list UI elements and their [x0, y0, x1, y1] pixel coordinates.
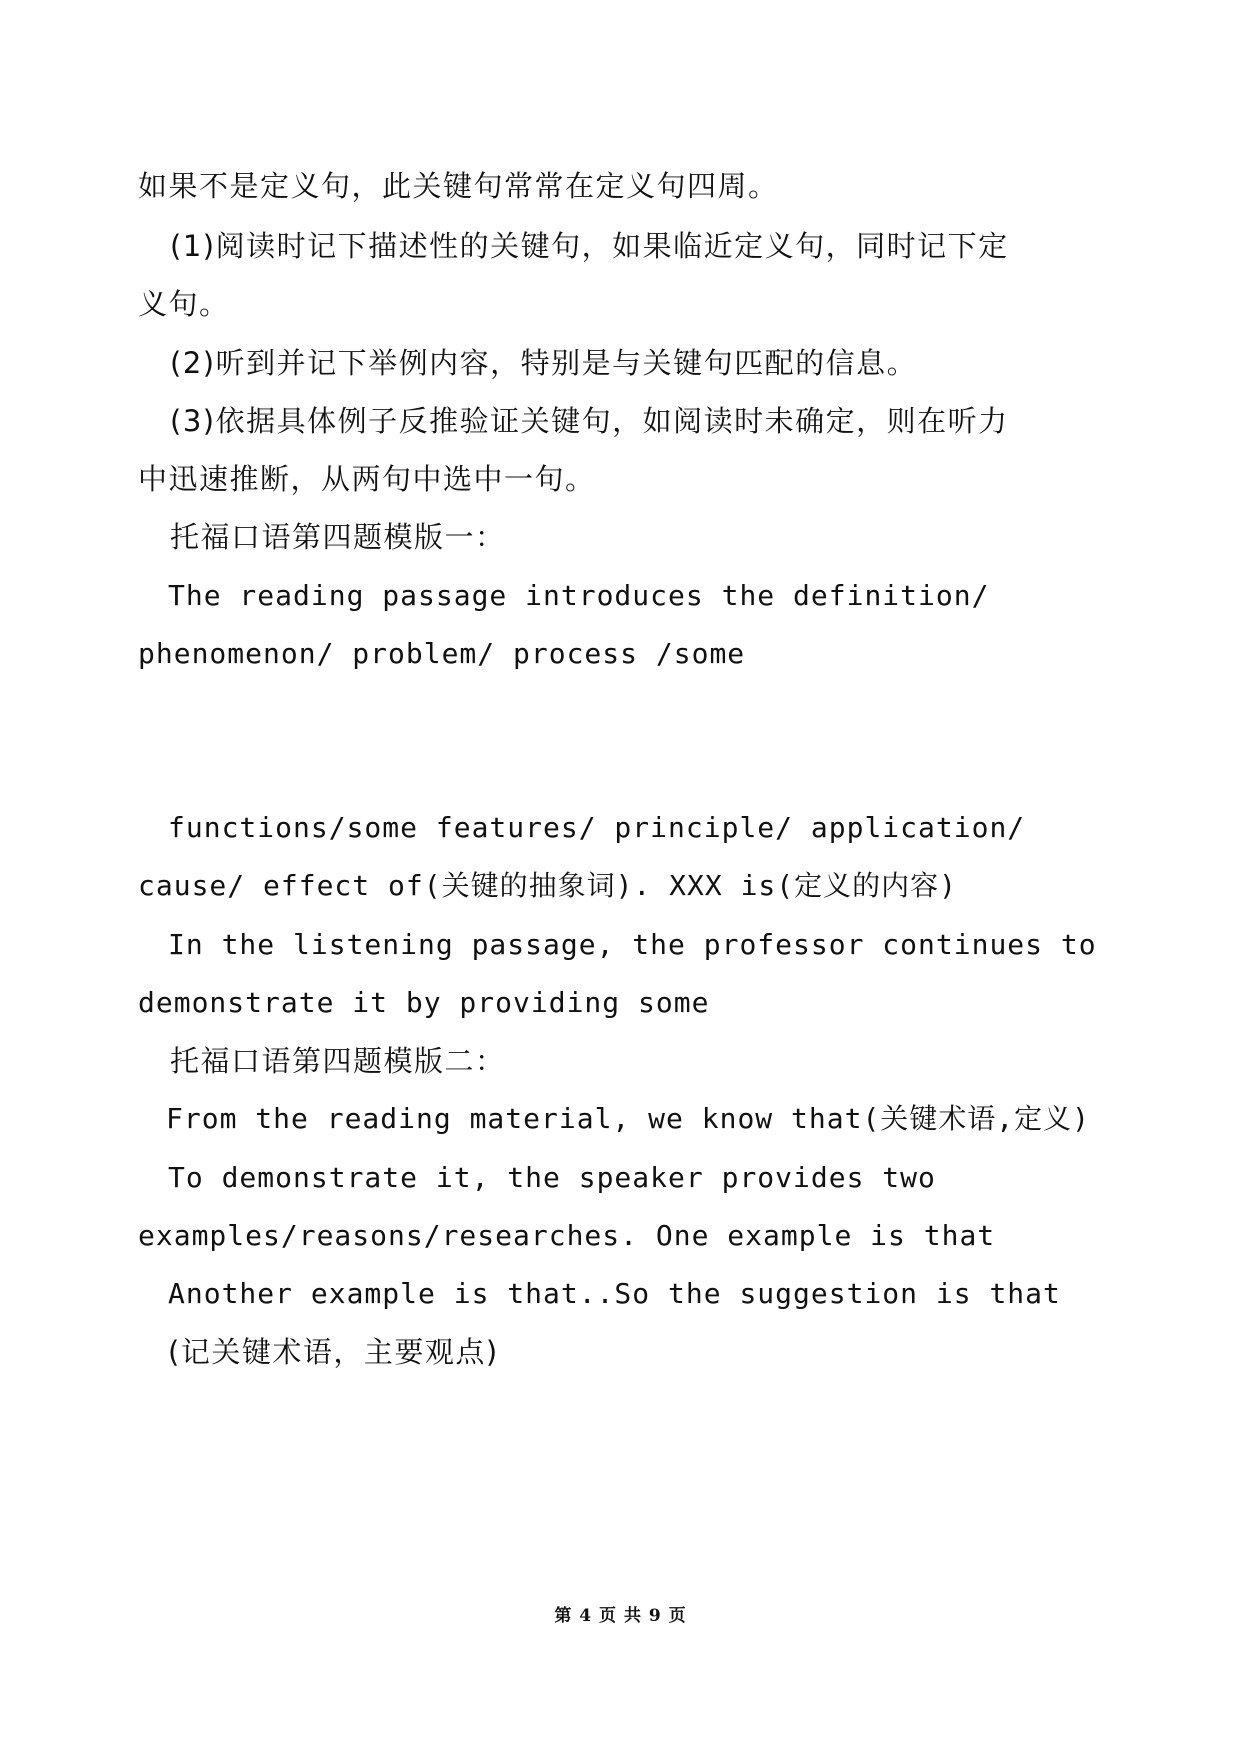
body-line: In the listening passage, the professor continues to: [168, 928, 1097, 961]
body-line: (记关键术语，主要观点): [168, 1335, 499, 1369]
body-line: 中迅速推断，从两句中选中一句。: [138, 462, 596, 496]
section-heading: 托福口语第四题模版一：: [170, 520, 506, 554]
body-line: functions/some features/ principle/ application/: [168, 811, 1026, 844]
body-line: To demonstrate it, the speaker provides two: [168, 1161, 936, 1194]
body-line: phenomenon/ problem/ process /some: [138, 637, 746, 670]
body-line: 如果不是定义句，此关键句常常在定义句四周。: [138, 169, 779, 203]
body-line: From the reading material, we know that(关键术语,定义): [166, 1102, 1091, 1135]
body-line: (1)阅读时记下描述性的关键句，如果临近定义句，同时记下定: [170, 229, 1009, 263]
body-line: cause/ effect of(关键的抽象词). XXX is(定义的内容): [138, 869, 958, 902]
body-line: (2)听到并记下举例内容，特别是与关键句匹配的信息。: [170, 346, 918, 380]
section-heading: 托福口语第四题模版二：: [170, 1044, 506, 1078]
body-line: 义句。: [138, 287, 230, 321]
body-line: Another example is that..So the suggestion is that: [168, 1277, 1061, 1310]
page-number-footer: 第 4 页 共 9 页: [554, 1606, 687, 1626]
body-line: The reading passage introduces the definition/: [168, 579, 990, 612]
body-line: (3)依据具体例子反推验证关键句，如阅读时未确定，则在听力: [170, 404, 1009, 438]
body-line: demonstrate it by providing some: [138, 986, 710, 1019]
body-line: examples/reasons/researches. One example is that: [138, 1219, 996, 1252]
